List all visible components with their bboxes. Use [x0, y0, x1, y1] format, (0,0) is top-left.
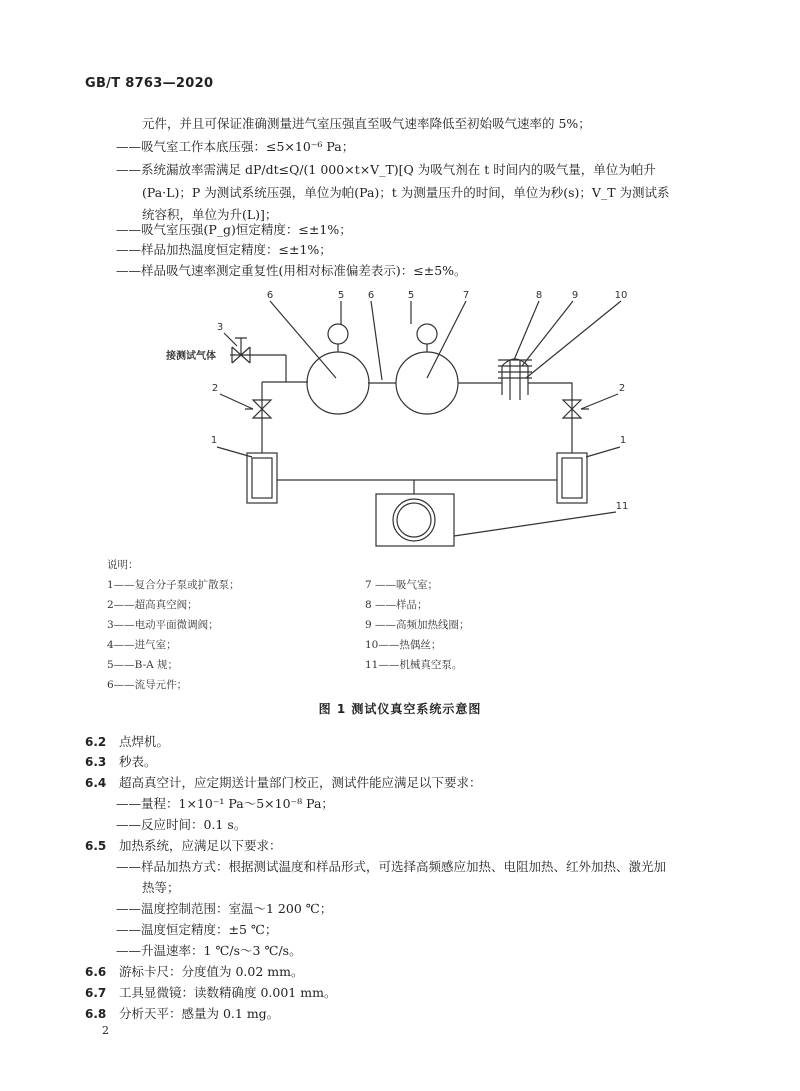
standard-code: GB/T 8763—2020	[85, 76, 214, 91]
section-number: 6.8	[85, 1007, 107, 1021]
legend-item: 3——电动平面微调阀；	[107, 619, 219, 631]
hf-coil	[498, 360, 532, 378]
section-number: 6.5	[85, 839, 107, 853]
section-6-8	[85, 1004, 279, 1024]
legend-item: 6——流导元件；	[107, 679, 188, 691]
ba-gauge-left	[328, 324, 348, 344]
callout: 8	[535, 290, 543, 301]
callout: 3	[216, 322, 224, 333]
section-line: ——量程：1×10⁻¹ Pa～5×10⁻⁸ Pa；	[116, 796, 334, 811]
intro-line: ——样品加热温度恒定精度：≤±1%；	[116, 242, 332, 257]
inlet-chamber	[307, 352, 369, 414]
gas-inlet-label: 接测试气体	[166, 351, 216, 362]
section-6-6	[85, 962, 304, 982]
callout: 7	[462, 290, 470, 301]
pipe-top-left	[262, 355, 308, 382]
legend-item: 2——超高真空阀；	[107, 599, 198, 611]
section-text: 超高真空计，应定期送计量部门校正，测试件能应满足以下要求：	[119, 775, 482, 790]
section-line: ——反应时间：0.1 s。	[116, 817, 247, 832]
section-number: 6.2	[85, 735, 107, 749]
callout: 6	[367, 290, 375, 301]
section-number: 6.4	[85, 776, 107, 790]
intro-line: ——吸气室工作本底压强：≤5×10⁻⁶ Pa；	[116, 139, 355, 154]
legend-item: 4——进气室；	[107, 639, 177, 651]
section-text: 工具显微镜：读数精确度 0.001 mm。	[119, 985, 337, 1000]
section-text: 加热系统，应满足以下要求：	[119, 838, 282, 853]
intro-line: ——系统漏放率需满足 dP/dt≤Q/(1 000×t×V_T)[Q 为吸气剂在 t 时间内的吸气量，单位为帕升	[116, 162, 656, 177]
vacuum-system-diagram	[0, 280, 800, 550]
section-line: 热等；	[142, 880, 180, 895]
intro-line: 元件，并且可保证准确测量进气室压强直至吸气速率降低至初始吸气速率的 5%；	[142, 116, 591, 131]
callout: 2	[618, 383, 626, 394]
callout: 10	[614, 290, 628, 301]
callout: 1	[210, 435, 218, 446]
section-6-2	[85, 732, 169, 752]
section-number: 6.7	[85, 986, 107, 1000]
sample-tube	[502, 359, 528, 395]
section-6-5	[85, 836, 282, 856]
callout: 6	[266, 290, 274, 301]
section-6-3	[85, 752, 157, 772]
intro-line: ——吸气室压强(P_g)恒定精度：≤±1%；	[116, 222, 352, 237]
page-number: 2	[102, 1024, 109, 1037]
valve-right	[563, 400, 589, 418]
legend-item: 5——B-A 规；	[107, 659, 179, 671]
section-text: 分析天平：感量为 0.1 mg。	[119, 1006, 280, 1021]
section-number: 6.3	[85, 755, 107, 769]
callout: 11	[615, 501, 629, 512]
intro-line: ——样品吸气速率测定重复性(用相对标准偏差表示)：≤±5%。	[116, 263, 467, 278]
legend-item: 10——热偶丝；	[365, 639, 442, 651]
figure-caption: 图 1 测试仪真空系统示意图	[318, 702, 482, 716]
section-text: 秒表。	[119, 754, 157, 769]
intro-line: 统容积，单位为升(L)]；	[142, 207, 278, 222]
callout: 1	[619, 435, 627, 446]
legend-item: 9 ——高频加热线圈；	[365, 619, 470, 631]
section-line: ——温度控制范围：室温～1 200 ℃；	[116, 901, 333, 916]
mechanical-pump	[376, 494, 454, 546]
legend-item: 7 ——吸气室；	[365, 579, 439, 591]
legend-item: 8 ——样品；	[365, 599, 428, 611]
legend-item: 11——机械真空泵。	[365, 659, 463, 671]
legend-title: 说明：	[107, 559, 139, 571]
leak-valve	[232, 338, 250, 363]
section-line: ——样品加热方式：根据测试温度和样品形式，可选择高频感应加热、电阻加热、红外加热、激光加	[116, 859, 667, 874]
valve-left	[245, 400, 271, 418]
section-text: 游标卡尺：分度值为 0.02 mm。	[119, 964, 304, 979]
callout: 9	[571, 290, 579, 301]
ba-gauge-right	[417, 324, 437, 344]
section-text: 点焊机。	[119, 734, 170, 749]
pipe-top-right	[458, 383, 572, 453]
callout: 5	[407, 290, 415, 301]
section-number: 6.6	[85, 965, 107, 979]
section-line: ——升温速率：1 ℃/s～3 ℃/s。	[116, 943, 302, 958]
section-line: ——温度恒定精度：±5 ℃；	[116, 922, 278, 937]
callout: 5	[337, 290, 345, 301]
legend-item: 1——复合分子泵或扩散泵；	[107, 579, 240, 591]
getter-chamber	[396, 352, 458, 414]
section-6-7	[85, 983, 336, 1003]
intro-line: (Pa·L)；P 为测试系统压强，单位为帕(Pa)；t 为测量压升的时间，单位为秒(s)；V_T 为测试系	[142, 185, 670, 200]
callout: 2	[211, 383, 219, 394]
section-6-4	[85, 773, 482, 793]
